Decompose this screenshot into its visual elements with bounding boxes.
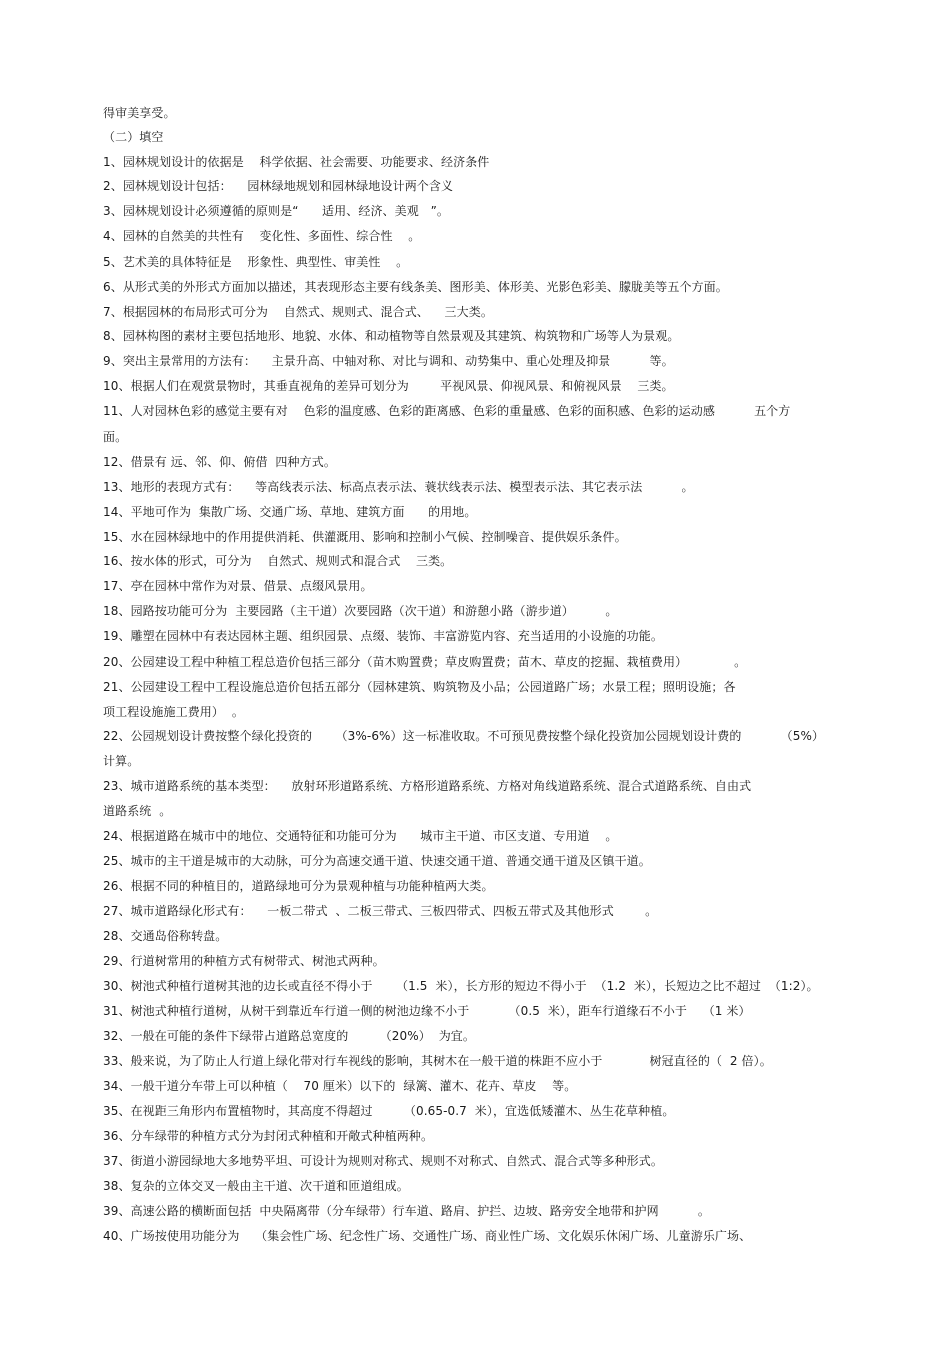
section-heading: （二）填空 xyxy=(103,130,164,144)
text-line: 21、公园建设工程中工程设施总造价包括五部分（园林建筑、购筑物及小品；公园道路广场；水景工程；照明设施；各 xyxy=(103,680,736,694)
text-line: 29、行道树常用的种植方式有树带式、树池式两种。 xyxy=(103,954,385,968)
text-line: 40、广场按使用功能分为 （集会性广场、纪念性广场、交通性广场、商业性广场、文化娱乐休闲广场、儿童游乐广场、 xyxy=(103,1229,752,1243)
text-line: 9、突出主景常用的方法有： 主景升高、中轴对称、对比与调和、动势集中、重心处理及抑景 等。 xyxy=(103,354,674,368)
text-line: 11、人对园林色彩的感觉主要有对 色彩的温度感、色彩的距离感、色彩的重量感、色彩的面积感、色彩的运动感 五个方 xyxy=(103,404,791,418)
text-line: 33、般来说，为了防止人行道上绿化带对行车视线的影响，其树木在一般干道的株距不应小于 树冠直径的（ 2 倍）。 xyxy=(103,1054,772,1068)
text-line: 10、根据人们在观赏景物时，其垂直视角的差异可划分为 平视风景、仰视风景、和俯视风景 三类。 xyxy=(103,379,674,393)
text-line: 34、一般干道分车带上可以种植（ 70 厘米）以下的 绿篱、灌木、花卉、草皮 等。 xyxy=(103,1079,577,1093)
text-line: 25、城市的主干道是城市的大动脉，可分为高速交通干道、快速交通干道、普通交通干道及区镇干道。 xyxy=(103,854,651,868)
text-line: 31、树池式种植行道树，从树干到靠近车行道一侧的树池边缘不小于 （0.5 米），距车行道缘石不小于 （1 米） xyxy=(103,1004,751,1018)
text-line: 13、地形的表现方式有： 等高线表示法、标高点表示法、蓑状线表示法、模型表示法、其它表示法 。 xyxy=(103,480,694,494)
text-line: 3、园林规划设计必须遵循的原则是“ 适用、经济、美观 ”。 xyxy=(103,204,450,218)
text-line: 8、园林构图的素材主要包括地形、地貌、水体、和动植物等自然景观及其建筑、构筑物和广场等人为景观。 xyxy=(103,329,680,343)
text-line: 30、树池式种植行道树其池的边长或直径不得小于 （1.5 米），长方形的短边不得小于 （1.2 米），长短边之比不超过 （1:2）。 xyxy=(103,979,819,993)
text-line: 36、分车绿带的种植方式分为封闭式种植和开敞式种植两种。 xyxy=(103,1129,434,1143)
text-line: 16、按水体的形式，可分为 自然式、规则式和混合式 三类。 xyxy=(103,554,453,568)
text-line: 14、平地可作为 集散广场、交通广场、草地、建筑方面 的用地。 xyxy=(103,505,477,519)
text-line: 35、在视距三角形内布置植物时，其高度不得超过 （0.65-0.7 米），宜选低矮灌木、丛生花草种植。 xyxy=(103,1104,675,1118)
text-line: 2、园林规划设计包括： 园林绿地规划和园林绿地设计两个含义 xyxy=(103,179,454,193)
text-line: 32、一般在可能的条件下绿带占道路总宽度的 （20%） 为宜。 xyxy=(103,1029,475,1043)
text-line: 项工程设施施工费用） 。 xyxy=(103,705,244,719)
text-line: 39、高速公路的横断面包括 中央隔离带（分车绿带）行车道、路肩、护拦、边坡、路旁安全地带和护网 。 xyxy=(103,1204,710,1218)
text-line: 38、复杂的立体交叉一般由主干道、次干道和匝道组成。 xyxy=(103,1179,409,1193)
text-line: 15、水在园林绿地中的作用提供消耗、供灌溉用、影响和控制小气候、控制噪音、提供娱乐条件。 xyxy=(103,530,627,544)
text-line: 37、街道小游园绿地大多地势平坦、可设计为规则对称式、规则不对称式、自然式、混合式等多种形式。 xyxy=(103,1154,663,1168)
text-line: 7、根据园林的布局形式可分为 自然式、规则式、混合式、 三大类。 xyxy=(103,305,493,319)
text-line: 12、借景有 远、邻、仰、俯借 四种方式。 xyxy=(103,455,336,469)
text-line: 22、公园规划设计费按整个绿化投资的 （3%-6%）这一标准收取。不可预见费按整个绿化投资加公园规划设计费的 （5%） xyxy=(103,729,825,743)
text-line: 4、园林的自然美的共性有 变化性、多面性、综合性 。 xyxy=(103,229,421,243)
text-line: 计算。 xyxy=(103,754,140,768)
text-line: 1、园林规划设计的依据是 科学依据、社会需要、功能要求、经济条件 xyxy=(103,155,490,169)
text-line: 26、根据不同的种植目的，道路绿地可分为景观种植与功能种植两大类。 xyxy=(103,879,494,893)
text-line: 23、城市道路系统的基本类型： 放射环形道路系统、方格形道路系统、方格对角线道路系统、混合式道路系统、自由式 xyxy=(103,779,752,793)
text-line: 6、从形式美的外形式方面加以描述，其表现形态主要有线条美、图形美、体形美、光影色彩美、朦胧美等五个方面。 xyxy=(103,280,728,294)
text-line: 20、公园建设工程中种植工程总造价包括三部分（苗木购置费；草皮购置费；苗木、草皮的挖掘、栽植费用） 。 xyxy=(103,655,747,669)
text-line: 面。 xyxy=(103,430,128,444)
text-line: 5、艺术美的具体特征是 形象性、典型性、审美性 。 xyxy=(103,255,409,269)
text-line: 18、园路按功能可分为 主要园路（主干道）次要园路（次干道）和游憩小路（游步道） 。 xyxy=(103,604,618,618)
text-line: 道路系统 。 xyxy=(103,804,172,818)
text-line: 得审美享受。 xyxy=(103,106,176,120)
text-line: 27、城市道路绿化形式有： 一板二带式 、二板三带式、三板四带式、四板五带式及其他形式 。 xyxy=(103,904,658,918)
text-line: 24、根据道路在城市中的地位、交通特征和功能可分为 城市主干道、市区支道、专用道 。 xyxy=(103,829,618,843)
text-line: 17、亭在园林中常作为对景、借景、点缀风景用。 xyxy=(103,579,373,593)
text-line: 28、交通岛俗称转盘。 xyxy=(103,929,228,943)
text-line: 19、雕塑在园林中有表达园林主题、组织园景、点缀、装饰、丰富游览内容、充当适用的小设施的功能。 xyxy=(103,629,663,643)
